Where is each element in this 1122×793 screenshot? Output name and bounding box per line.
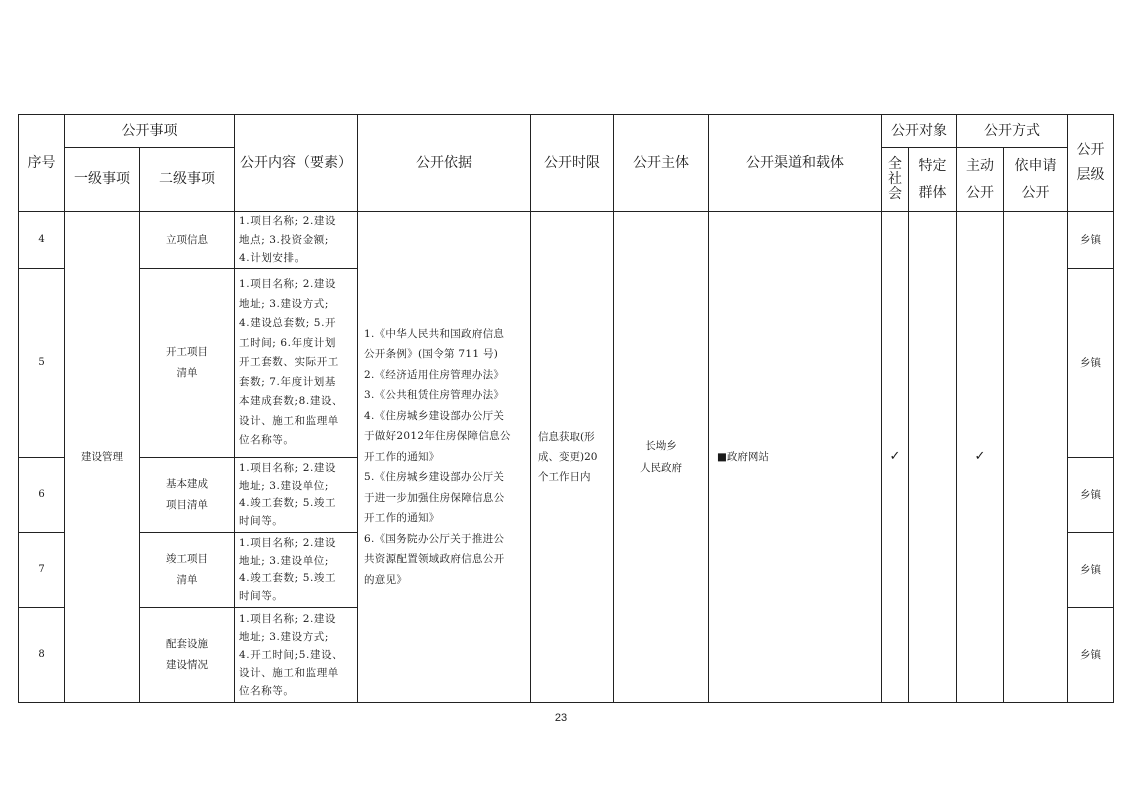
content-line: 1.项目名称; 2.建设 <box>239 215 337 228</box>
header-target-all-char: 社 <box>888 171 902 187</box>
header-channel: 公开渠道和载体 <box>709 115 882 212</box>
timelimit-cell <box>531 212 614 703</box>
content-line: 地址; 3.建设单位; <box>239 554 330 567</box>
channel-cell: ■政府网站 <box>709 212 882 703</box>
level2-line: 配套设施 <box>166 638 208 650</box>
content-line: 位名称等。 <box>239 685 295 697</box>
header-target-group: 公开对象 <box>882 115 957 148</box>
header-method-active <box>957 148 1004 212</box>
content-line: 1.项目名称; 2.建设 <box>239 613 337 625</box>
level-cell: 乡镇 <box>1068 212 1114 269</box>
subject-line: 人民政府 <box>640 462 682 474</box>
basis-line: 2.《经济适用住房管理办法》 <box>364 368 505 381</box>
timelimit-line: 个工作日内 <box>538 471 591 483</box>
content-line: 套数; 7.年度计划基 <box>239 375 336 388</box>
page-number: 23 <box>554 712 568 724</box>
header-method-apply-line: 公开 <box>1021 184 1050 201</box>
content-cell <box>235 458 358 533</box>
level2-line: 清单 <box>176 367 198 379</box>
level2-line: 竣工项目 <box>166 553 208 565</box>
level2-item <box>140 608 235 703</box>
header-level <box>1068 115 1114 212</box>
content-line: 4.计划安排。 <box>239 252 306 265</box>
header-method-apply <box>1004 148 1068 212</box>
header-method-active-line: 主动 <box>966 157 994 174</box>
basis-line: 开工作的通知》 <box>364 512 440 525</box>
method-apply-cell <box>1004 212 1068 703</box>
level2-line: 基本建成 <box>166 478 208 490</box>
header-level-line: 公开 <box>1076 142 1105 159</box>
content-line: 本建成套数;8.建设、 <box>239 395 344 408</box>
header-level1: 一级事项 <box>65 148 140 212</box>
row-seq: 6 <box>19 458 65 533</box>
header-items-group: 公开事项 <box>65 115 235 148</box>
content-line: 设计、施工和监理单 <box>239 667 339 679</box>
header-content: 公开内容（要素） <box>235 115 358 212</box>
header-target-all-char: 会 <box>888 186 902 202</box>
content-line: 地址; 3.建设单位; <box>239 479 330 492</box>
content-line: 地址; 3.建设方式; <box>239 297 330 310</box>
header-seq: 序号 <box>19 115 65 212</box>
content-line: 1.项目名称; 2.建设 <box>239 462 337 474</box>
content-line: 1.项目名称; 2.建设 <box>239 537 337 549</box>
row-seq: 4 <box>19 212 65 269</box>
basis-cell <box>358 212 531 703</box>
level2-line: 清单 <box>176 574 198 586</box>
basis-line: 6.《国务院办公厅关于推进公 <box>364 532 505 545</box>
header-target-specific <box>909 148 957 212</box>
content-cell <box>235 269 358 458</box>
basis-line: 3.《公共租赁住房管理办法》 <box>364 389 505 402</box>
content-line: 开工套数、实际开工 <box>239 356 339 369</box>
row-seq: 7 <box>19 533 65 608</box>
level2-line: 项目清单 <box>166 499 208 511</box>
basis-line: 开工作的通知》 <box>364 450 440 463</box>
header-level2: 二级事项 <box>140 148 235 212</box>
content-line: 设计、施工和监理单 <box>239 414 339 427</box>
header-method-apply-line: 依申请 <box>1014 157 1057 174</box>
basis-line: 5.《住房城乡建设部办公厅关 <box>364 471 505 484</box>
header-method-active-line: 公开 <box>966 184 994 201</box>
content-line: 4.竣工套数; 5.竣工 <box>239 572 337 584</box>
content-line: 地点; 3.投资金额; <box>239 233 330 246</box>
basis-line: 的意见》 <box>364 573 408 586</box>
header-subject: 公开主体 <box>614 115 709 212</box>
timelimit-line: 成、变更)20 <box>538 451 598 463</box>
subject-line: 长坳乡 <box>645 440 677 452</box>
header-target-specific-line: 特定 <box>918 157 947 174</box>
disclosure-table <box>18 114 1114 703</box>
level-cell: 乡镇 <box>1068 269 1114 458</box>
header-target-all <box>882 148 909 212</box>
content-line: 地址; 3.建设方式; <box>239 631 330 643</box>
level2-item <box>140 458 235 533</box>
level1-item: 建设管理 <box>65 212 140 703</box>
content-line: 时间等。 <box>239 589 284 602</box>
target-all-check: ✓ <box>882 212 909 703</box>
timelimit-line: 信息获取(形 <box>538 431 595 443</box>
level-cell: 乡镇 <box>1068 533 1114 608</box>
basis-line: 公开条例》(国令第 711 号) <box>364 348 499 361</box>
basis-line: 于进一步加强住房保障信息公 <box>364 491 505 504</box>
content-line: 位名称等。 <box>239 434 295 447</box>
header-timelimit: 公开时限 <box>531 115 614 212</box>
row-seq: 5 <box>19 269 65 458</box>
level2-item <box>140 269 235 458</box>
header-target-all-char: 全 <box>888 156 902 172</box>
table-row <box>19 212 1114 269</box>
basis-line: 1.《中华人民共和国政府信息 <box>364 327 505 340</box>
level2-item <box>140 212 235 269</box>
level2-line: 建设情况 <box>166 659 208 671</box>
basis-line: 共资源配置领域政府信息公开 <box>364 553 505 566</box>
content-line: 4.竣工套数; 5.竣工 <box>239 497 337 509</box>
level2-item <box>140 533 235 608</box>
content-line: 工时间; 6.年度计划 <box>239 336 336 349</box>
content-line: 4.建设总套数; 5.开 <box>239 317 337 330</box>
target-specific-cell <box>909 212 957 703</box>
content-cell <box>235 533 358 608</box>
method-active-check: ✓ <box>957 212 1004 703</box>
content-cell <box>235 212 358 269</box>
basis-line: 4.《住房城乡建设部办公厅关 <box>364 409 505 422</box>
level-cell: 乡镇 <box>1068 458 1114 533</box>
row-seq: 8 <box>19 608 65 703</box>
content-line: 1.项目名称; 2.建设 <box>239 278 337 291</box>
level2-line: 立项信息 <box>166 233 208 246</box>
header-basis: 公开依据 <box>358 115 531 212</box>
level-cell: 乡镇 <box>1068 608 1114 703</box>
basis-line: 于做好2012年住房保障信息公 <box>364 430 511 443</box>
content-line: 时间等。 <box>239 514 284 527</box>
header-level-line: 层级 <box>1076 167 1105 183</box>
content-line: 4.开工时间;5.建设、 <box>239 649 344 661</box>
content-cell <box>235 608 358 703</box>
header-method-group: 公开方式 <box>957 115 1068 148</box>
level2-line: 开工项目 <box>166 346 208 358</box>
subject-cell <box>614 212 709 703</box>
header-target-specific-line: 群体 <box>918 184 947 201</box>
